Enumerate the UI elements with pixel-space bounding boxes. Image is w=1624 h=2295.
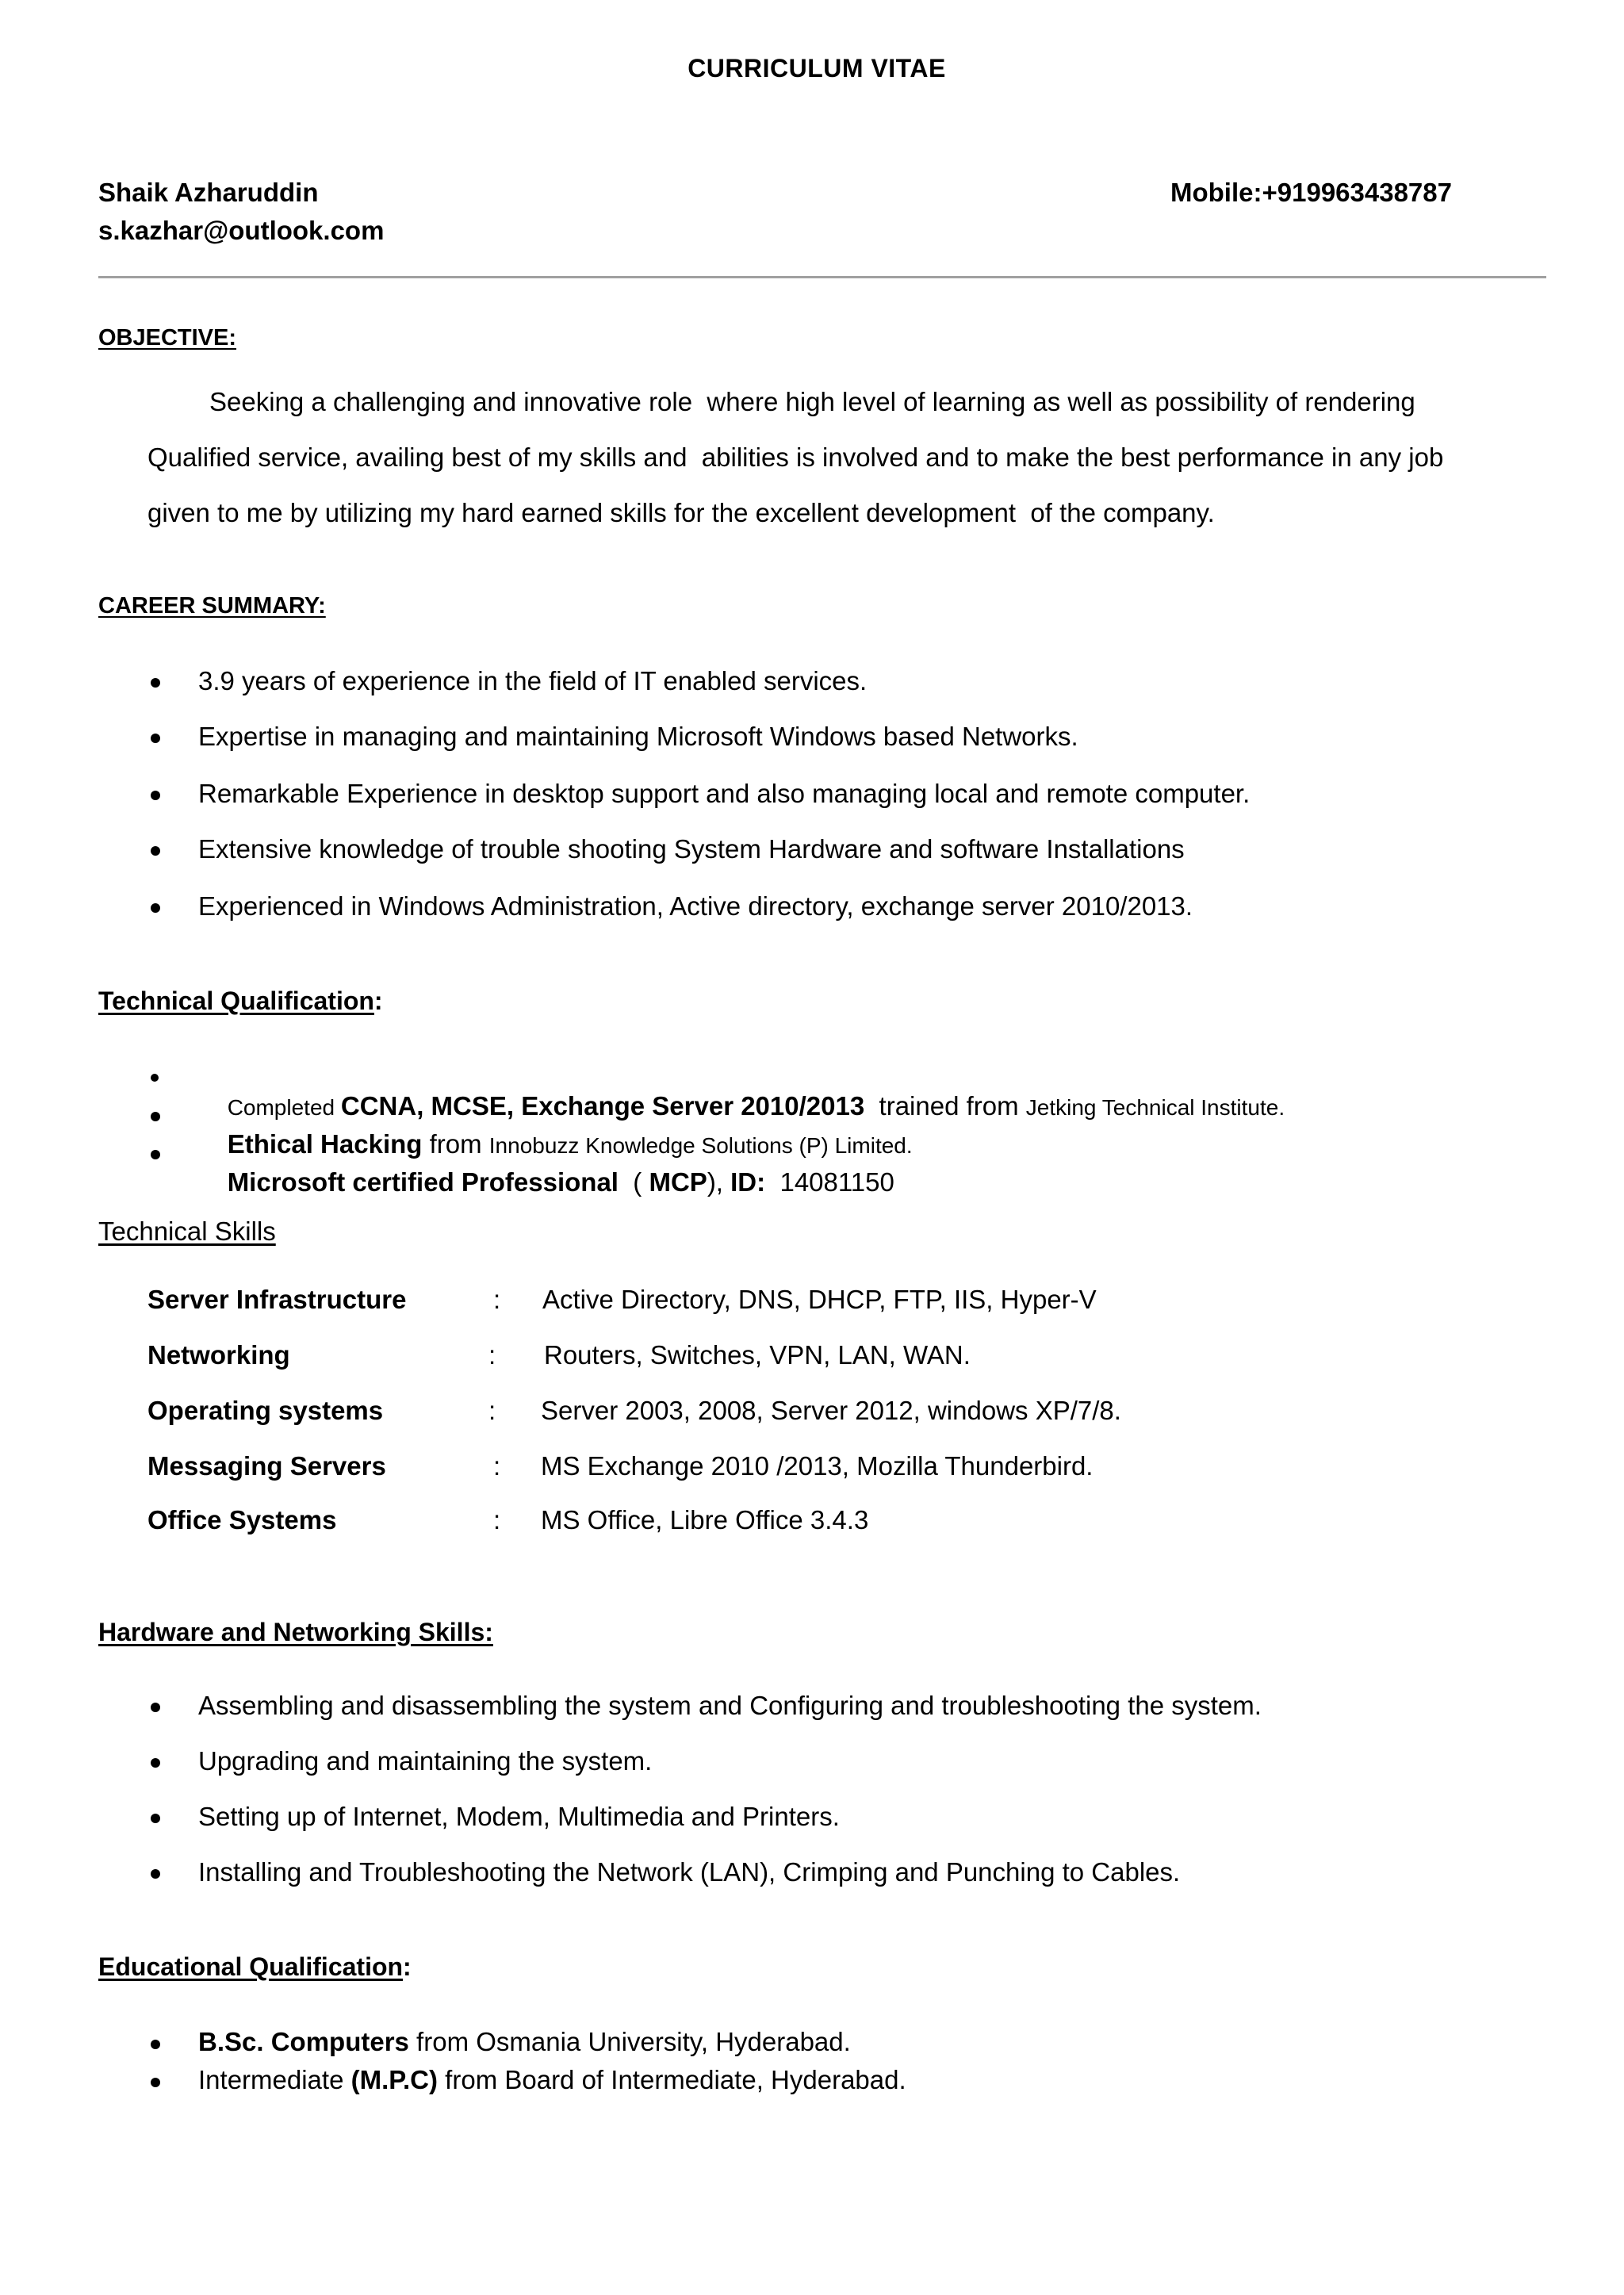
objective-line-1: Seeking a challenging and innovative role where high level of learning as well as possibility of rendering — [209, 387, 1415, 416]
candidate-name: Shaik Azharuddin — [98, 178, 319, 207]
technical-qualification-heading: Technical Qualification: — [98, 987, 383, 1015]
bullet-icon — [151, 846, 160, 856]
bullet-icon — [151, 791, 160, 800]
bullet-icon — [151, 734, 160, 743]
bullet-icon — [151, 2078, 160, 2087]
header-divider — [98, 276, 1546, 278]
education-heading: Educational Qualification: — [98, 1952, 412, 1981]
document-title: CURRICULUM VITAE — [688, 54, 946, 82]
bullet-icon — [151, 1112, 160, 1121]
objective-line-3: given to me by utilizing my hard earned skills for the excellent development of the company. — [147, 498, 1215, 527]
bullet-icon — [151, 678, 160, 688]
objective-line-2: Qualified service, availing best of my skills and abilities is involved and to make the best performance in any job — [147, 443, 1444, 472]
bullet-icon — [151, 1150, 160, 1159]
career-summary-heading: CAREER SUMMARY: — [98, 593, 326, 619]
bullet-icon — [151, 1814, 160, 1823]
bullet-icon — [151, 1758, 160, 1768]
objective-heading: OBJECTIVE: — [98, 325, 237, 351]
hardware-networking-heading: Hardware and Networking Skills: — [98, 1618, 493, 1646]
bullet-icon — [151, 1869, 160, 1879]
mobile-number: Mobile:+919963438787 — [1170, 178, 1452, 207]
bullet-icon — [151, 1074, 159, 1082]
technical-skills-heading: Technical Skills — [98, 1216, 276, 1246]
bullet-icon — [151, 2040, 160, 2049]
email-address: s.kazhar@outlook.com — [98, 216, 385, 245]
bullet-icon — [151, 903, 160, 913]
bullet-icon — [151, 1703, 160, 1712]
